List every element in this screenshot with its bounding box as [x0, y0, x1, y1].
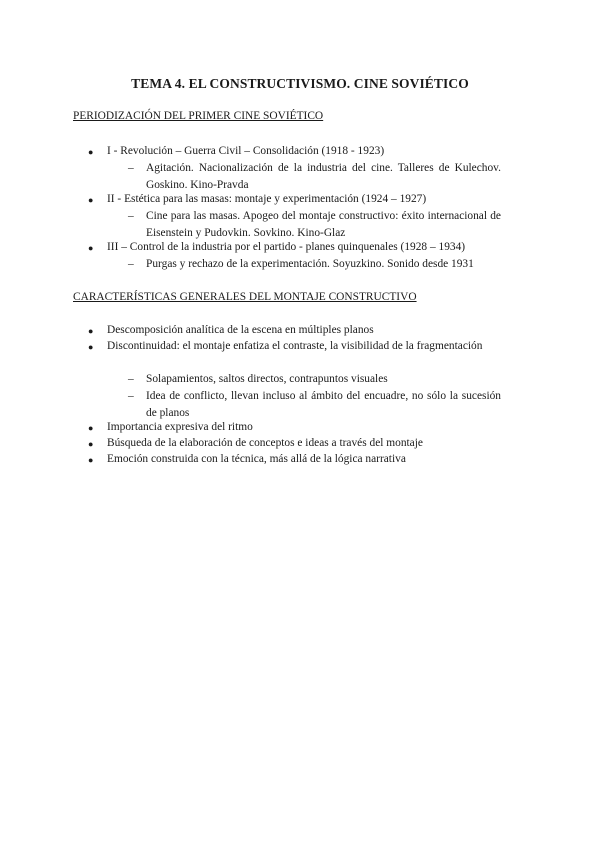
- bullet-icon: ●: [88, 243, 94, 253]
- bullet-icon: ●: [88, 455, 94, 465]
- sub-list-item: Solapamientos, saltos directos, contrapuntos visuales: [146, 373, 388, 385]
- sub-list-item: Agitación. Nacionalización de la industria del cine. Talleres de Kulechov. Goskino. Kino-Pravda: [146, 162, 501, 191]
- sub-list-item: Cine para las masas. Apogeo del montaje constructivo: éxito internacional de Eisenstein y Pudovkin. Sovkino. Kino-Glaz: [146, 210, 501, 239]
- dash-icon: –: [128, 390, 134, 402]
- dash-icon: –: [128, 258, 134, 270]
- bullet-icon: ●: [88, 439, 94, 449]
- list-item: III – Control de la industria por el partido - planes quinquenales (1928 – 1934): [107, 241, 466, 253]
- bullet-icon: ●: [88, 195, 94, 205]
- list-item: I - Revolución – Guerra Civil – Consolidación (1918 - 1923): [107, 145, 385, 157]
- section-heading-caracteristicas: CARACTERÍSTICAS GENERALES DEL MONTAJE CONSTRUCTIVO: [73, 291, 417, 303]
- list-item: Emoción construida con la técnica, más allá de la lógica narrativa: [107, 453, 406, 465]
- bullet-icon: ●: [88, 342, 94, 352]
- list-item: II - Estética para las masas: montaje y experimentación (1924 – 1927): [107, 193, 427, 205]
- bullet-icon: ●: [88, 423, 94, 433]
- page-title: TEMA 4. EL CONSTRUCTIVISMO. CINE SOVIÉTICO: [131, 76, 469, 91]
- list-item: Búsqueda de la elaboración de conceptos e ideas a través del montaje: [107, 437, 423, 449]
- dash-icon: –: [128, 210, 134, 222]
- list-item: Importancia expresiva del ritmo: [107, 421, 253, 433]
- section-heading-periodizacion: PERIODIZACIÓN DEL PRIMER CINE SOVIÉTICO: [73, 110, 324, 122]
- sub-list-item: Idea de conflicto, llevan incluso al ámbito del encuadre, no sólo la sucesión de planos: [146, 390, 501, 419]
- list-item: Discontinuidad: el montaje enfatiza el contraste, la visibilidad de la fragmentación: [107, 340, 483, 352]
- dash-icon: –: [128, 162, 134, 174]
- bullet-icon: ●: [88, 326, 94, 336]
- list-item: Descomposición analítica de la escena en múltiples planos: [107, 324, 374, 336]
- sub-list-item: Purgas y rechazo de la experimentación. Soyuzkino. Sonido desde 1931: [146, 258, 474, 270]
- bullet-icon: ●: [88, 147, 94, 157]
- dash-icon: –: [128, 373, 134, 385]
